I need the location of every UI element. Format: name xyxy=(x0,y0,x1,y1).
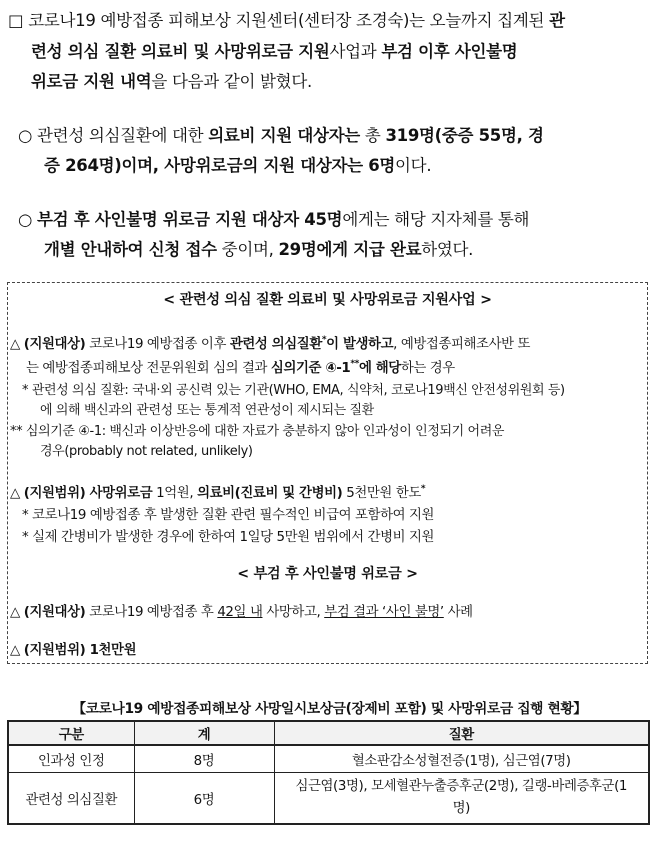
note-related-disease-2: 에 의해 백신과의 관련성 또는 통계적 연관성이 제시되는 질환 xyxy=(40,403,374,418)
intro-line-3: 위로금 지원 내역을 다음과 같이 밝혔다. xyxy=(31,72,312,91)
table-header-row xyxy=(8,721,649,745)
header-total: 계 xyxy=(134,721,274,745)
execution-status-table xyxy=(7,720,650,825)
note-related-disease-1: * 관련성 의심 질환: 국내·외 공신력 있는 기관(WHO, EMA, 식약처, 코로나19백신 안전성위원회 등) xyxy=(22,383,565,398)
cell-total: 6명 xyxy=(134,773,274,825)
note-criteria-2: 경우(probably not related, unlikely) xyxy=(40,444,253,459)
bullet1-line-1: ○ 관련성 의심질환에 대한 의료비 지원 대상자는 총 319명(중증 55명, 경 xyxy=(18,126,544,145)
bullet2-line-1: ○ 부검 후 사인불명 위로금 지원 대상자 45명에게는 해당 지자체를 통해 xyxy=(18,210,530,229)
box-heading-autopsy: < 부검 후 사인불명 위로금 > xyxy=(237,566,418,582)
table-title: 【코로나19 예방접종피해보상 사망일시보상금(장제비 포함) 및 사망위로금 집행 현황】 xyxy=(72,701,587,717)
intro-line-2: 련성 의심 질환 의료비 및 사망위로금 지원사업과 부검 이후 사인불명 xyxy=(31,42,518,61)
box-heading-medical: < 관련성 의심 질환 의료비 및 사망위로금 지원사업 > xyxy=(163,292,492,308)
eligibility-line-1: △ (지원대상) 코로나19 예방접종 이후 관련성 의심질환*이 발생하고, 예방접종피해조사반 또 xyxy=(10,335,531,352)
eligibility-line-2: 는 예방접종피해보상 전문위원회 심의 결과 심의기준 ④-1**에 해당하는 경우 xyxy=(26,359,455,376)
autopsy-eligibility-line: △ (지원대상) 코로나19 예방접종 후 42일 내 사망하고, 부검 결과 ‘사인 불명’ 사례 xyxy=(10,605,473,620)
cell-disease xyxy=(274,773,649,825)
autopsy-coverage-line: △ (지원범위) 1천만원 xyxy=(10,643,137,658)
note-care-cost: * 실제 간병비가 발생한 경우에 한하여 1일당 5만원 범위에서 간병비 지원 xyxy=(22,530,435,545)
bullet2-line-2: 개별 안내하여 신청 접수 중이며, 29명에게 지급 완료하였다. xyxy=(44,240,474,259)
header-disease: 질환 xyxy=(274,721,649,745)
cell-disease: 혈소판감소성혈전증(1명), 심근염(7명) xyxy=(274,745,649,773)
table-row xyxy=(8,773,649,825)
cell-disease-line-2: 명) xyxy=(452,801,470,816)
coverage-line: △ (지원범위) 사망위로금 1억원, 의료비(진료비 및 간병비) 5천만원 한도* xyxy=(10,484,426,501)
table-row xyxy=(8,745,649,773)
support-program-box xyxy=(7,282,648,664)
header-category: 구분 xyxy=(8,721,134,745)
note-criteria-1: ** 심의기준 ④-1: 백신과 이상반응에 대한 자료가 충분하지 않아 인과성이 인정되기 어려운 xyxy=(10,424,505,439)
cell-disease-line-1: 심근염(3명), 모세혈관누출증후군(2명), 길랭-바레증후군(1 xyxy=(295,779,628,794)
cell-category: 관련성 의심질환 xyxy=(8,773,134,825)
intro-line-1: □ 코로나19 예방접종 피해보상 지원센터(센터장 조경숙)는 오늘까지 집계된 관 xyxy=(8,11,565,30)
cell-category: 인과성 인정 xyxy=(8,745,134,773)
cell-total: 8명 xyxy=(134,745,274,773)
note-nonbenefit: * 코로나19 예방접종 후 발생한 질환 관련 필수적인 비급여 포함하여 지원 xyxy=(22,508,435,523)
bullet1-line-2: 증 264명)이며, 사망위로금의 지원 대상자는 6명이다. xyxy=(44,156,432,175)
